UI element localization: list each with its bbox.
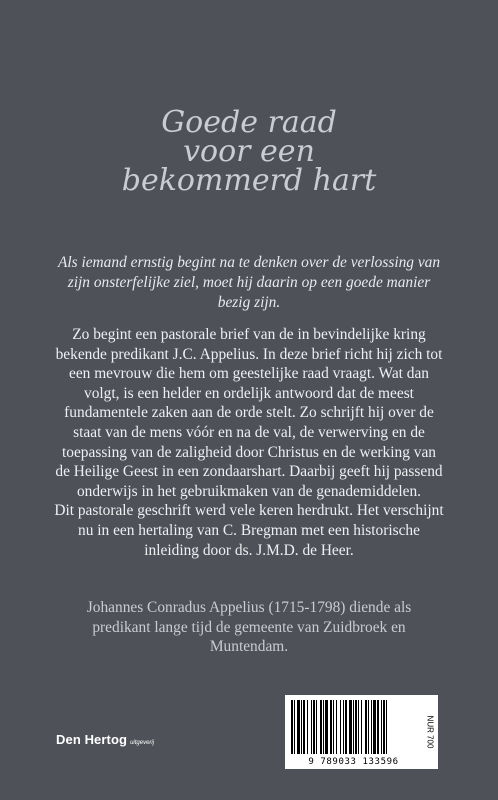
isbn-number: 9 789033 133596 — [308, 757, 399, 767]
book-title — [0, 105, 498, 198]
barcode-bars-graphic — [291, 700, 416, 754]
author-bio: Johannes Conradus Appelius (1715-1798) diende als predikant lange tijd de gemeente van Zuidbroek en Muntendam. — [86, 599, 412, 656]
nur-code-label — [422, 695, 438, 769]
blurb-paragraph-2: Dit pastorale geschrift werd vele keren herdrukt. Het verschijnt nu in een hertaling van C. Bregman met een historische inleiding door ds. J.M.D. de Heer. — [54, 502, 444, 559]
isbn-barcode — [285, 695, 422, 769]
intro-quote: Als iemand ernstig begint na te denken over de verlossing van zijn onsterfelijke ziel, moet hij daarin op een goede manier bezig zijn. — [57, 254, 441, 311]
publisher-logo — [56, 731, 154, 749]
publisher-sub: uitgeverij — [130, 740, 155, 746]
blurb-text — [54, 325, 444, 560]
title-line-1: Goede raad — [161, 105, 337, 140]
publisher-name: Den Hertog — [56, 732, 128, 747]
title-line-2: voor een — [183, 134, 315, 169]
blurb-paragraph-1: Zo begint een pastorale brief van de in bevindelijke kring bekende predikant J.C. Appelius. In deze brief richt hij zich tot een mevrouw die hem om geestelijke raad vraagt. Wat dan volgt, is een helder en ordelijk antwoord dat de meest fundamentele zaken aan de orde stelt. Zo schrijft hij over de staat van de mens vóór en na de val, de verwerving en de toepassing van de zaligheid door Christus en de werking van de Heilige Geest in een zondaarshart. Daarbij geeft hij passend onderwijs in het gebruikmaken van de genademiddelen. — [55, 326, 443, 500]
nur-code: NUR 700 — [425, 715, 435, 749]
title-line-3: bekommerd hart — [121, 163, 377, 198]
